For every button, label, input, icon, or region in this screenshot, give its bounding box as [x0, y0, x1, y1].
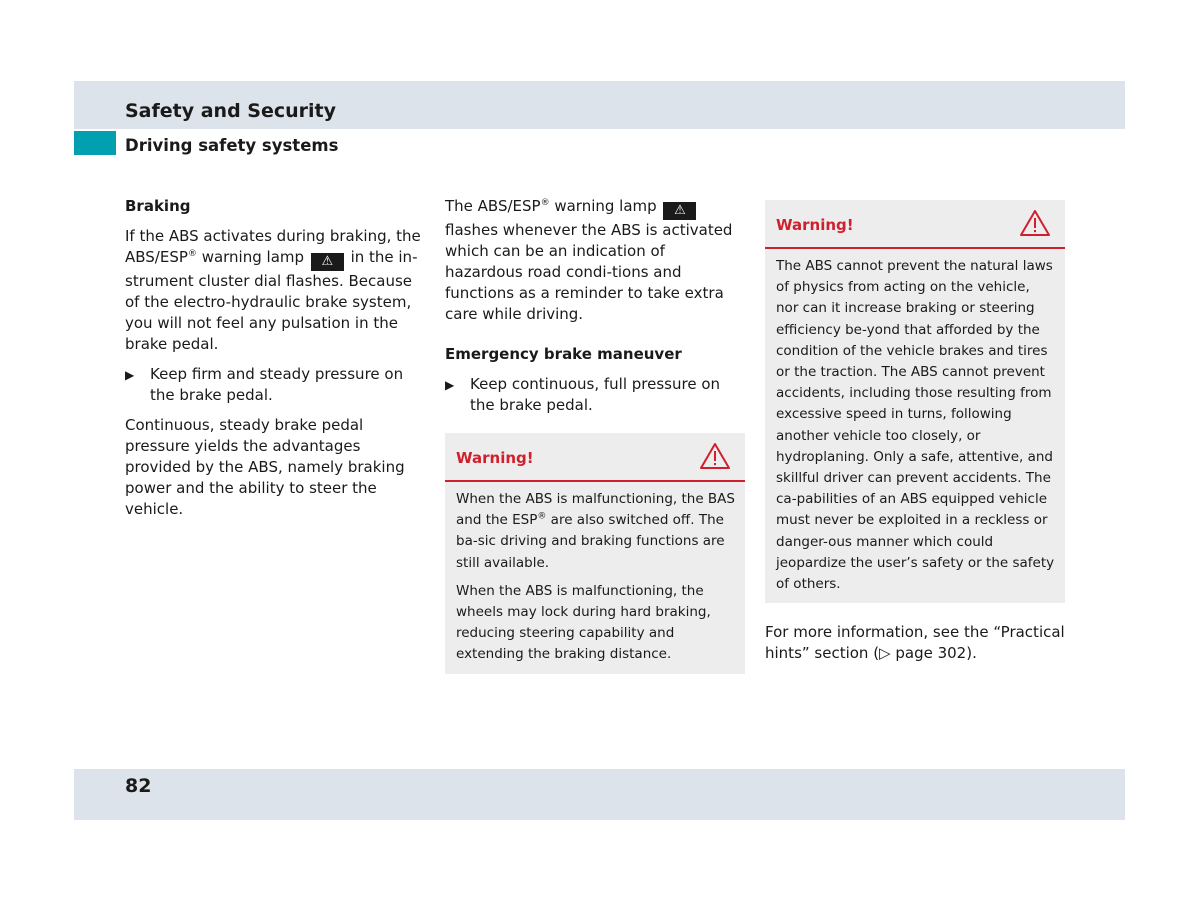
section-tab-marker [74, 131, 116, 155]
subsection-title: Driving safety systems [125, 136, 339, 155]
warning-title: Warning! [776, 216, 854, 234]
warning-box-abs-malfunction [445, 433, 745, 674]
bullet-triangle-icon: ▶ [125, 368, 135, 382]
warning-body: When the ABS is malfunctioning, the BAS and the ESP® are also switched off. The ba-sic driving and braking functions are still available. When the ABS is malfunctioning, the wheels may lock during hard braking, reducing steering capability and extending the braking distance. [456, 491, 735, 663]
footer-band [74, 769, 1125, 820]
heading-emergency-brake: Emergency brake maneuver [445, 345, 682, 363]
warning-triangle-icon [1019, 209, 1051, 237]
column-2 [445, 196, 745, 674]
column-1 [125, 196, 425, 529]
warning-header [765, 200, 1065, 249]
paragraph-abs-activates: If the ABS activates during braking, the ABS/ESP® warning lamp ⚠ in the in-strument cluster dial flashes. Because of the electro-hydraulic brake system, you will not feel any pulsation in the brake pedal. [125, 227, 421, 353]
list-item: ▶ Keep continuous, full pressure on the brake pedal. [445, 375, 720, 414]
page-number: 82 [125, 775, 152, 797]
bullet-triangle-icon: ▶ [445, 378, 455, 392]
warning-title: Warning! [456, 449, 534, 467]
warning-box-abs-limits [765, 200, 1065, 603]
column-3 [765, 200, 1065, 673]
section-title: Safety and Security [125, 100, 337, 122]
warning-body: The ABS cannot prevent the natural laws of physics from acting on the vehicle, nor can it increase braking or steering efficiency be-yond that afforded by the condition of the vehicle brakes and tires or the traction. The ABS cannot prevent accidents, including those resulting from excessive speed in turns, following another vehicle too closely, or hydroplaning. Only a safe, attentive, and skillful driver can prevent accidents. The ca-pabilities of an ABS equipped vehicle must never be exploited in a reckless or danger-ous manner which could jeopardize the user’s safety or the safety of others. [776, 258, 1055, 593]
paragraph-continuous-pressure: Continuous, steady brake pedal pressure yields the advantages provided by the ABS, namely braking power and the ability to steer the vehicle. [125, 416, 405, 518]
paragraph-more-info: For more information, see the “Practical hints” section (▷ page 302). [765, 623, 1065, 663]
heading-braking: Braking [125, 197, 191, 215]
warning-lamp-icon: ⚠ [311, 253, 344, 271]
warning-lamp-icon: ⚠ [663, 202, 696, 220]
list-item: ▶ Keep firm and steady pressure on the brake pedal. [125, 365, 404, 404]
paragraph-warning-lamp-flashes: The ABS/ESP® warning lamp ⚠ flashes whenever the ABS is activated which can be an indication of hazardous road condi-tions and functions as a reminder to take extra care while driving. [445, 197, 733, 323]
warning-triangle-icon [699, 442, 731, 470]
warning-header [445, 433, 745, 482]
